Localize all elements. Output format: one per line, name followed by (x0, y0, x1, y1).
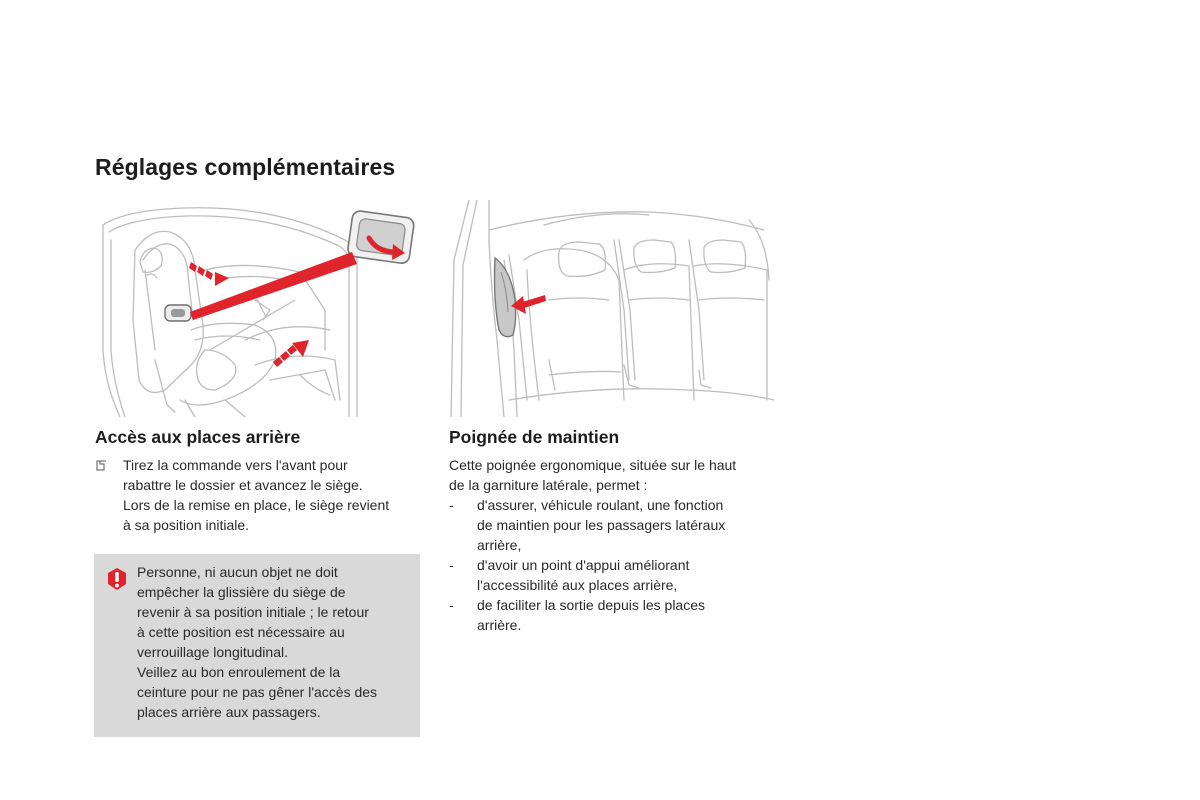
warning-exclamation-icon (106, 567, 128, 596)
dash-bullet: - (449, 557, 454, 573)
warning-line: empêcher la glissière du siège de (137, 584, 346, 600)
dash-bullet: - (449, 597, 454, 613)
intro-line: Cette poignée ergonomique, située sur le haut (449, 457, 737, 473)
warning-line: à cette position est nécessaire au (137, 624, 345, 640)
list-item (449, 555, 725, 595)
page-title: Réglages complémentaires (95, 154, 396, 180)
warning-box (94, 554, 420, 737)
warning-line: revenir à sa position initiale ; le retour (137, 604, 369, 620)
grab-handle-benefits-list (449, 495, 725, 635)
rear-access-heading: Accès aux places arrière (95, 427, 301, 447)
list-item-line: de maintien pour les passagers latéraux (477, 517, 726, 533)
grab-handle-intro (449, 455, 736, 495)
warning-line: Personne, ni aucun objet ne doit (137, 564, 338, 580)
dash-bullet: - (449, 497, 454, 513)
list-item-line: arrière. (477, 617, 522, 633)
instruction-line: Tirez la commande vers l'avant pour (123, 457, 348, 473)
seat-access-illustration (95, 200, 425, 417)
warning-line: verrouillage longitudinal. (137, 644, 288, 660)
instruction-line: Lors de la remise en place, le siège revient (123, 497, 390, 513)
list-item-line: l'accessibilité aux places arrière, (477, 577, 678, 593)
instruction-line: à sa position initiale. (123, 517, 250, 533)
grab-handle-illustration (449, 200, 774, 417)
warning-line: places arrière aux passagers. (137, 704, 321, 720)
list-item-line: de faciliter la sortie depuis les places (477, 597, 706, 613)
list-item (449, 595, 725, 635)
hand-pointer-icon (95, 457, 107, 471)
list-item-line: d'avoir un point d'appui améliorant (477, 557, 690, 573)
list-item-line: arrière, (477, 537, 522, 553)
warning-line: ceinture pour ne pas gêner l'accès des (137, 684, 378, 700)
instruction-line: rabattre le dossier et avancez le siège. (123, 477, 363, 493)
grab-handle-heading: Poignée de maintien (449, 427, 620, 447)
list-item (449, 495, 725, 555)
rear-access-instruction (95, 455, 425, 535)
warning-line: Veillez au bon enroulement de la (137, 664, 341, 680)
intro-line: de la garniture latérale, permet : (449, 477, 648, 493)
list-item-line: d'assurer, véhicule roulant, une fonction (477, 497, 724, 513)
